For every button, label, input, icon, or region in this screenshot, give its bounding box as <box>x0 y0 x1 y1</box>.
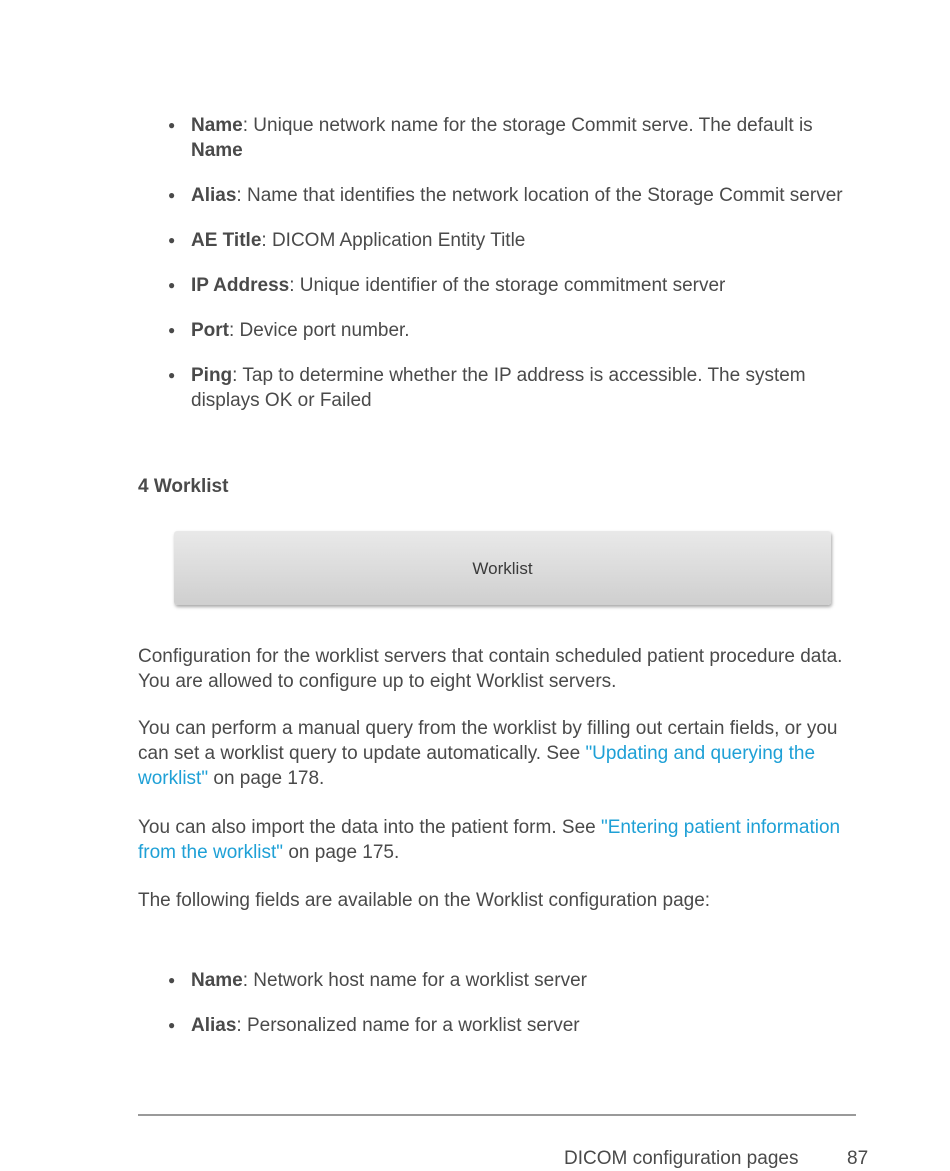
bullet-icon: ● <box>168 368 176 382</box>
bullet-icon: ● <box>168 118 176 132</box>
field-description: : Device port number. <box>229 320 410 341</box>
list-item <box>138 183 868 208</box>
cross-reference-link[interactable]: "Updating and querying the worklist" <box>138 743 816 789</box>
paragraph-intro: Configuration for the worklist servers that contain scheduled patient procedure data. You are allowed to configure up to eight Worklist servers. <box>138 646 843 692</box>
bullet-icon: ● <box>168 278 176 292</box>
paragraph-text: You can perform a manual query from the worklist by filling out certain fields, or you can set a worklist query to update automatically. See <box>138 718 838 764</box>
field-term: Name <box>191 115 243 136</box>
paragraph-manual-query <box>138 716 863 791</box>
cross-reference-link[interactable]: "Entering patient information from the worklist" <box>138 817 841 863</box>
list-item <box>138 228 868 253</box>
list-item <box>138 113 868 163</box>
list-item <box>138 363 868 413</box>
field-term: IP Address <box>191 275 290 296</box>
bullet-icon: ● <box>168 233 176 247</box>
section-heading: 4 Worklist <box>138 476 229 497</box>
page-number: 87 <box>847 1148 869 1169</box>
field-term: Ping <box>191 365 233 386</box>
field-description: : DICOM Application Entity Title <box>261 230 526 251</box>
footer-divider <box>138 1114 856 1116</box>
field-description: : Personalized name for a worklist server <box>236 1015 580 1036</box>
field-term: Alias <box>191 185 237 206</box>
bullet-icon: ● <box>168 1018 176 1032</box>
paragraph-text: You can also import the data into the patient form. See <box>138 817 601 838</box>
worklist-button-label: Worklist <box>472 558 533 578</box>
worklist-button[interactable] <box>174 531 831 605</box>
worklist-field-list <box>138 968 868 1058</box>
field-term: Port <box>191 320 229 341</box>
field-description: : Network host name for a worklist server <box>242 970 587 991</box>
bullet-icon: ● <box>168 973 176 987</box>
field-term: Alias <box>191 1015 237 1036</box>
field-term: Name <box>191 970 243 991</box>
list-item <box>138 1013 868 1038</box>
bullet-icon: ● <box>168 323 176 337</box>
field-description: : Unique network name for the storage Commit serve. The default is <box>242 115 813 136</box>
field-description: : Unique identifier of the storage commitment server <box>289 275 726 296</box>
page-reference: on page 178. <box>208 768 325 789</box>
list-item <box>138 273 868 298</box>
field-term: AE Title <box>191 230 262 251</box>
paragraph-import <box>138 815 863 865</box>
list-item <box>138 318 868 343</box>
storage-commit-field-list <box>138 113 868 433</box>
list-item <box>138 968 868 993</box>
field-description: : Name that identifies the network location of the Storage Commit server <box>236 185 843 206</box>
bullet-icon: ● <box>168 188 176 202</box>
page-reference: on page 175. <box>283 842 400 863</box>
footer-title: DICOM configuration pages <box>564 1148 799 1169</box>
paragraph-fields-intro: The following fields are available on the Worklist configuration page: <box>138 890 711 911</box>
field-description: : Tap to determine whether the IP address is accessible. The system displays OK or Failed <box>191 365 806 411</box>
field-default-value: Name <box>191 140 243 161</box>
